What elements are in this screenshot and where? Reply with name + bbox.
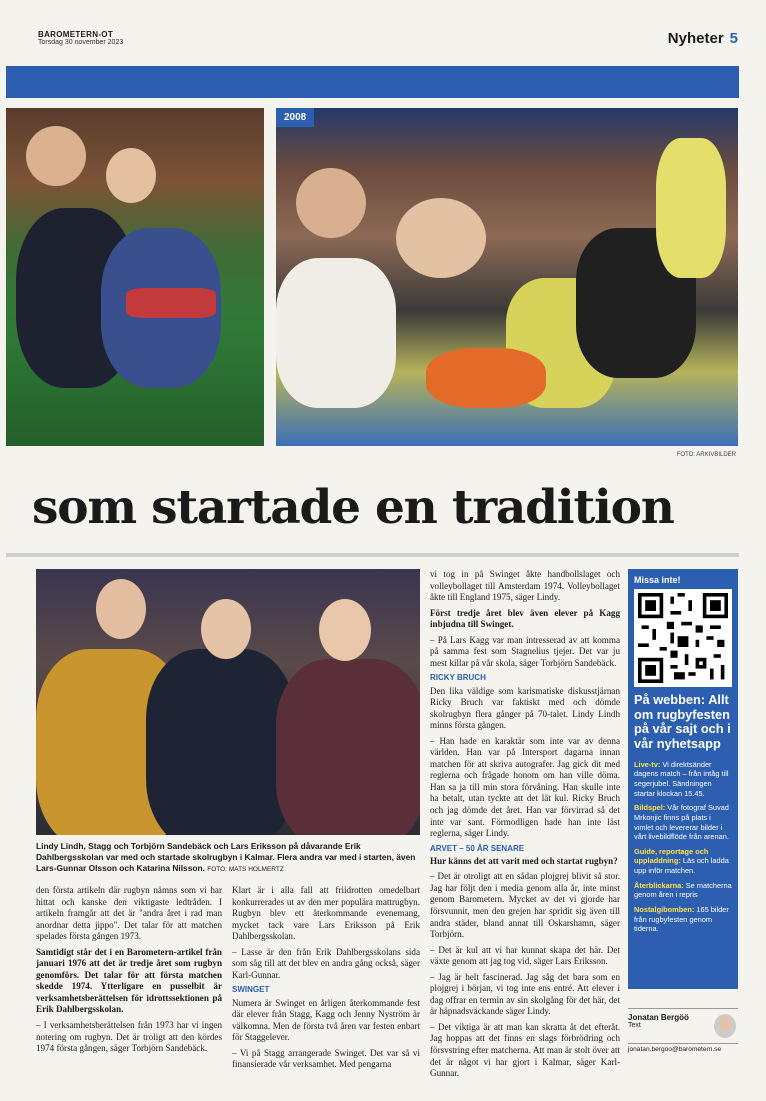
top-color-band <box>6 66 739 98</box>
paragraph: vi tog in på Swinget åkte handbollslaget och volleybollaget till Amsterdam 1974. Volleybollaget åkte till England 1975, säger Lindy. <box>430 569 620 603</box>
year-tag: 2008 <box>276 108 314 127</box>
author-email[interactable]: jonatan.bergoo@barometern.se <box>628 1043 738 1053</box>
photo-credit: FOTO: ARKIVBILDER <box>676 452 736 458</box>
paragraph: – Det är kul att vi har kunnat skapa det här. Det växte genom att jag tog vid, säger Lars Eriksson. <box>430 944 620 967</box>
qr-code[interactable] <box>634 589 732 687</box>
paragraph: – Vi på Stagg arrangerade Swinget. Det var så vi finansierade vår verksamhet. Med pengarna <box>232 1047 420 1070</box>
section-divider <box>6 553 739 557</box>
caption-credit: FOTO: MATS HOLMERTZ <box>207 866 284 874</box>
paragraph: Först tredje året blev även elever på Kagg inbjudna till Swinget. <box>430 607 620 630</box>
byline <box>628 1008 738 1053</box>
paragraph: – Lasse är den från Erik Dahlbergsskolans sida som såg till att det blev en andra gång också, säger Karl-Gunnar. <box>232 946 420 980</box>
paragraph: – Det är otroligt att en sådan plojgrej blivit så stor. Jag har följt den i media genom alla år, inte minst genom Barometern. Mycket av det vi gjorde har försvunnit, men den grejen har spridit sig även till andra städer, bland annat till Oskarshamn, säger Torbjörn. <box>430 871 620 940</box>
sidebar-headline: På webben: Allt om rugbyfesten på vår sajt och i vår nyhetsapp <box>634 692 731 752</box>
paragraph: – I verksamhetsberättelsen från 1973 har vi ingen notering om rugbyn. Det är troligt att den kördes 1974 första gången, säger Torbjörn Sandebäck. <box>36 1020 222 1054</box>
paragraph: – Det viktiga är att man kan skratta åt det efteråt. Jag hoppas att det finns en slags förbrödring och försvstring efter matcherna. Att man är stolt över att det är något vi har gjort i Kalmar, säger Karl-Gunnar. <box>430 1021 620 1079</box>
headline: som startade en tradition <box>32 480 674 535</box>
byline-rule <box>628 1008 738 1009</box>
subheading-swinget: SWINGET <box>232 985 270 995</box>
subheading-ricky-bruch: RICKY BRUCH <box>430 673 486 683</box>
rugby-player-photo <box>6 108 264 446</box>
qr-code-graphic <box>638 593 728 683</box>
celebration-crowd-photo <box>276 108 738 446</box>
article-column-2 <box>232 885 420 1075</box>
question: Hur känns det att varit med och startat rugbyn? <box>430 855 618 866</box>
article-column-1 <box>36 885 222 1059</box>
paragraph: Samtidigt står det i en Barometern-artikel från januari 1976 att det är tredje året som rugbyn genomförs. Det talar för att första matchen skedde 1974. Ytterligare en pusselbit är verksamhetsberättelsen för idrottssektionen på Erik Dahlbergsskolan. <box>36 946 222 1015</box>
subheading-arvet: ARVET – 50 ÅR SENARE <box>430 843 525 853</box>
sidebar-kicker: Missa inte! <box>634 575 681 585</box>
paragraph: den första artikeln där rugbyn nämns som vi har hittat och kanske den viktigaste ledtråden. I artikeln framgår att det är "andra året i rad man anordnar detta jippo". Det talar för att matchen spelades första gången 1973. <box>36 885 222 942</box>
article-column-3 <box>430 569 620 1084</box>
three-men-photo <box>36 569 420 835</box>
section-name: Nyheter <box>667 30 724 47</box>
sidebar-item-live-tv: Live-tv: Vi direktsänder dagens match – från intåg till segerjubel. Sändningen startar klockan 15.45. <box>634 759 729 798</box>
paragraph: – Jag är helt fascinerad. Jag såg det bara som en plojgrej i början, vi tog inte ens entré. Att elever i dag offrar en termin av sin skolgång för det här, det är häpnadsväckande säger Lindy. <box>430 971 620 1017</box>
author-name: Jonatan Bergöö <box>628 1013 689 1022</box>
paragraph: – På Lars Kagg var man intresserad av att komma på samma fest som Stagnelius tjejer. Det var ju mest killar på vår skola, säger Torbjörn Sandebäck. <box>430 634 620 668</box>
section-header <box>668 30 738 47</box>
paper-name: BAROMETERN-OT <box>38 30 114 39</box>
author-avatar <box>714 1014 736 1038</box>
issue-date: Torsdag 30 november 2023 <box>38 39 124 46</box>
paragraph: Numera är Swinget en årligen återkommande fest där elever från Stagg, Kagg och Jenny Nyström är välkomna. Men de första två åren var festen enbart för Staggelever. <box>232 997 420 1043</box>
photo-caption <box>36 841 420 875</box>
paragraph: – Han hade en karaktär som inte var av denna världen. Han var på Intersport dagarna innan matchen för att skriva autografer. Jag gick dit med reglerna och frågade honom om han ville döma. Han sa ja till min stora förvåning. Han skulle inte ha betalt, utan tyckte att det lät kul. Ricky Bruch och jag dömde det året. Han var förvirrad så det inte var sant. Förmodligen hade han inte läst reglerna, säger Lindy. <box>430 735 620 839</box>
caption-text: Lindy Lindh, Stagg och Torbjörn Sandebäck och Lars Eriksson på dåvarande Erik Dahlbergsskolan var med och startade skolrugbyn i Kalmar. Flera andra var med i starten, även Lars-Gunnar Olsson och Katarina Nilsson. <box>36 841 416 874</box>
page-number: 5 <box>729 30 738 47</box>
sidebar-item-aterblickarna: Återblickarna: Se matcherna genom åren i repris <box>634 880 732 900</box>
sidebar-item-bildspel: Bildspel: Vår fotograf Suvad Mrkonjic finns på plats i vimlet och levererar bilder i vårt livebildflöde från arenan. <box>634 803 729 842</box>
sidebar-item-guide: Guide, reportage och uppladdning: Läs och ladda upp inför matchen. <box>634 846 729 876</box>
author-role: Text <box>628 1022 641 1029</box>
masthead <box>38 30 123 46</box>
paragraph: Klart är i alla fall att friidrotten omedelbart konkurrerades ut av den mer populära mattrugbyn. Rugbyn blev ett återkommande evenemang, mycket tack vare Lars Eriksson på Erik Dahlbergsskolan. <box>232 885 420 942</box>
sidebar-item-nostalgibomben: Nostalgibomben: 165 bilder från rugbyfesten genom tiderna. <box>634 904 729 934</box>
web-promo-sidebar <box>628 569 738 989</box>
paragraph: Den lika väldige som karismatiske diskusstjärnan Ricky Bruch var faktiskt med och dömde skolrugbyn flera gånger på 70-talet. Lindy Lindh minns första gången. <box>430 685 620 731</box>
